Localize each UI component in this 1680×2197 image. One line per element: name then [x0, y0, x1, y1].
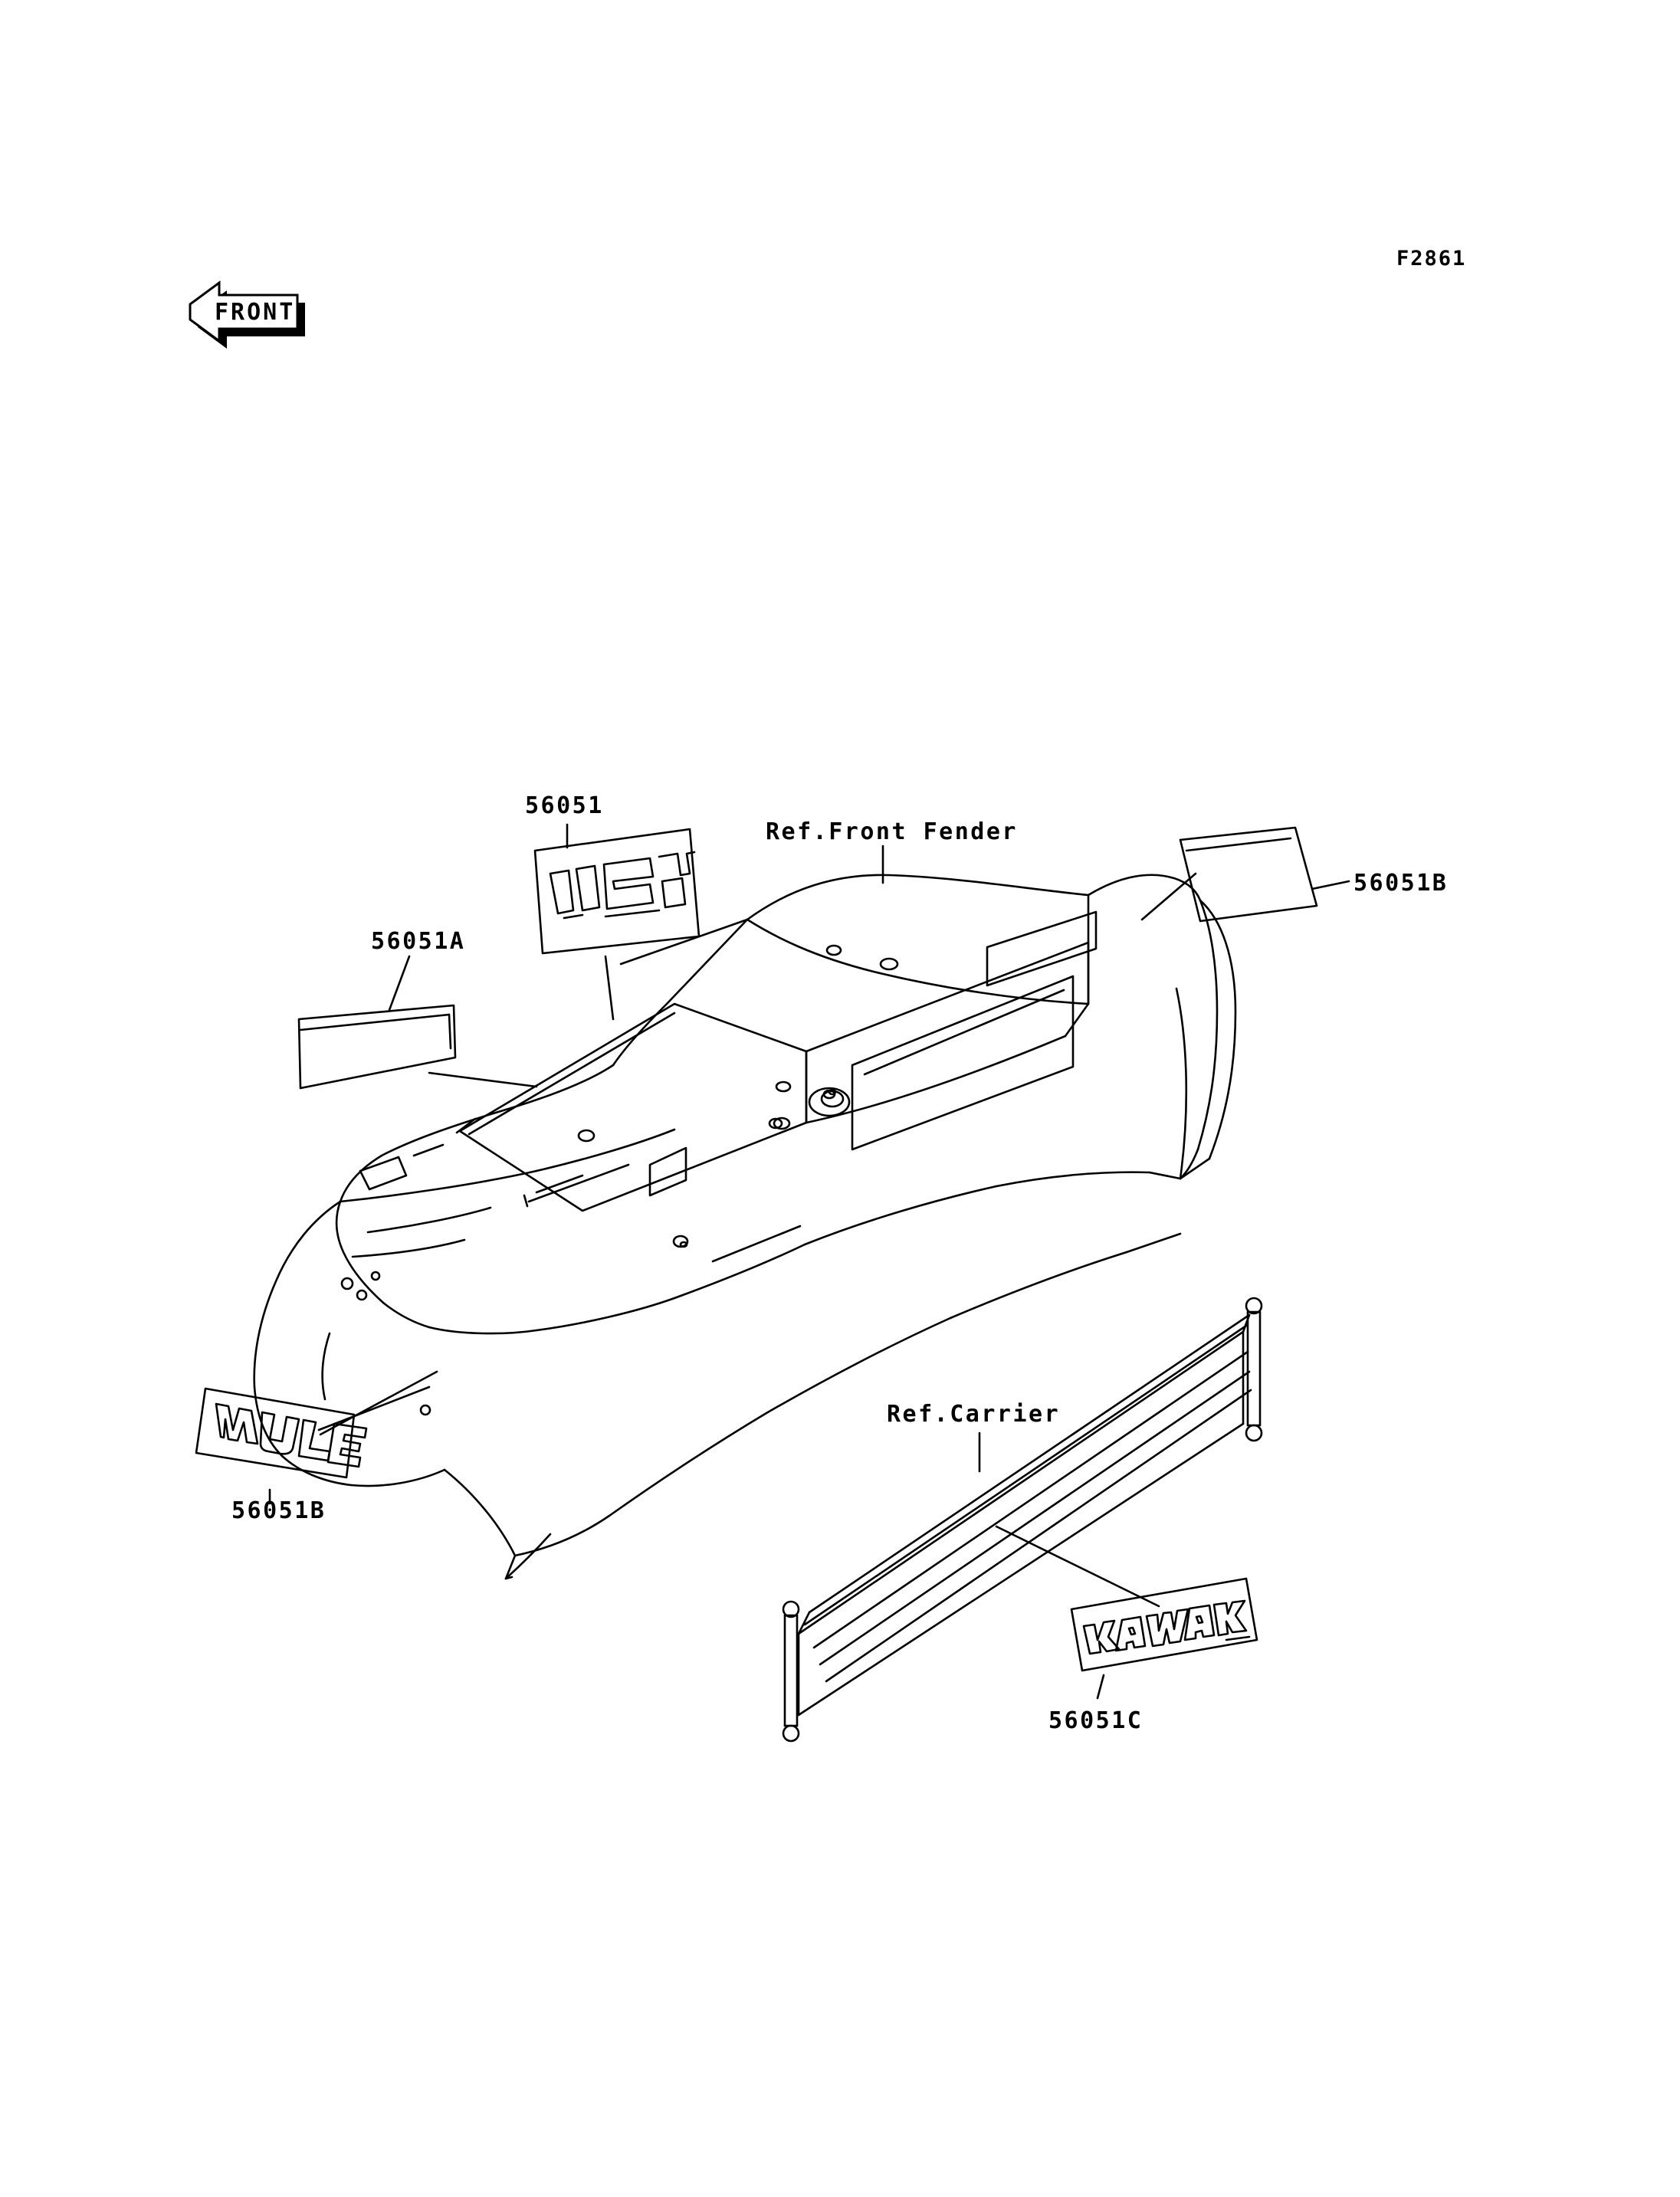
leader-56051c: [1098, 1675, 1104, 1698]
hood-decal-area: [621, 920, 747, 964]
leader-56051b-right: [1312, 881, 1349, 889]
callout-56051c: 56051C: [1048, 1707, 1144, 1734]
decal-56051-mule: [535, 829, 699, 953]
callout-56051b-left: 56051B: [231, 1497, 326, 1524]
console-panel: [457, 943, 1088, 1133]
svg-text:FRONT: FRONT: [215, 299, 296, 326]
decal-56051b-mule-side: [196, 1389, 366, 1477]
body-crease-lines: [340, 1130, 800, 1261]
decal-56051b-right: [1180, 828, 1317, 921]
figure-code: F2861: [1396, 247, 1467, 271]
callout-56051a: 56051A: [371, 928, 466, 955]
callout-56051: 56051: [525, 792, 604, 819]
callout-56051b-right: 56051B: [1354, 870, 1449, 897]
leader-56051c-to-carrier: [996, 1526, 1159, 1606]
leader-56051-to-hood: [605, 956, 613, 1019]
leader-56051a-to-body: [429, 1073, 536, 1087]
ref-carrier: Ref.Carrier: [887, 1401, 1061, 1428]
leader-56051b-right-to-body: [1142, 874, 1196, 920]
leader-56051a: [389, 956, 409, 1010]
decal-56051c-kawasaki: [1071, 1579, 1257, 1671]
fasteners: [342, 946, 897, 1415]
leader-56051b-left-to-body: [319, 1387, 429, 1430]
decal-56051a: [299, 1005, 455, 1088]
ref-front-fender: Ref.Front Fender: [766, 818, 1018, 845]
dash-opening: [852, 976, 1073, 1149]
